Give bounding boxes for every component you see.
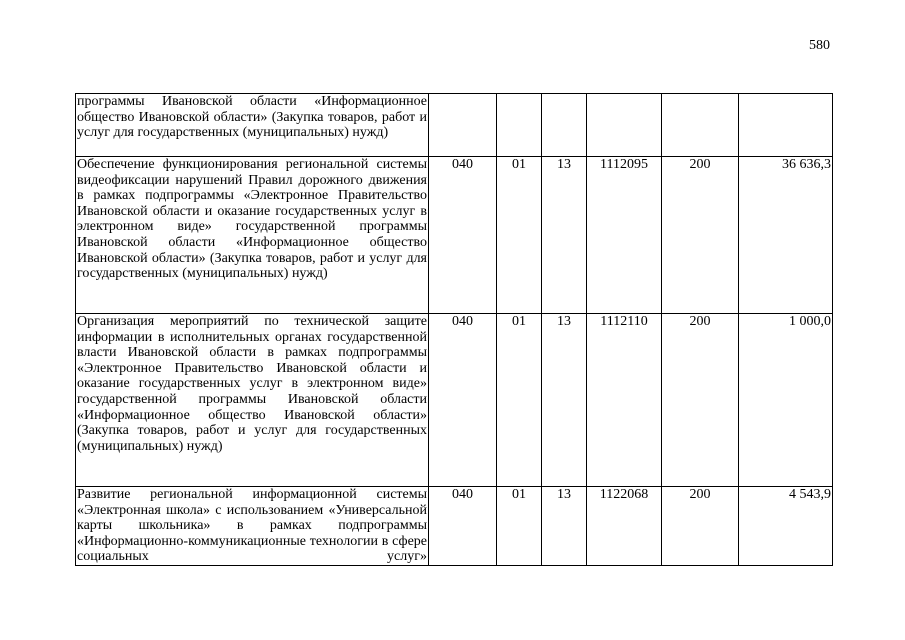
expense-type-code: 200 bbox=[662, 487, 739, 566]
table-row bbox=[76, 314, 833, 487]
section-code bbox=[497, 94, 542, 157]
subsection-code: 13 bbox=[542, 157, 587, 314]
row-description: Обеспечение функционирования региональной системы видеофиксации нарушений Правил дорожного движения в рамках подпрограммы «Электронное Правительство Ивановской области и оказание государственных услуг в электронном виде» государственной программы Ивановской области «Информационное общество Ивановской области» (Закупка товаров, работ и услуг для государственных (муниципальных) нужд) bbox=[76, 157, 429, 314]
amount-value: 4 543,9 bbox=[739, 487, 833, 566]
table-row bbox=[76, 157, 833, 314]
row-description: программы Ивановской области «Информационное общество Ивановской области» (Закупка товаров, работ и услуг для государственных (муниципальных) нужд) bbox=[76, 94, 429, 157]
target-article-code: 1112110 bbox=[587, 314, 662, 487]
section-code: 01 bbox=[497, 157, 542, 314]
expense-type-code bbox=[662, 94, 739, 157]
expense-type-code: 200 bbox=[662, 314, 739, 487]
section-code: 01 bbox=[497, 487, 542, 566]
table-row bbox=[76, 487, 833, 566]
target-article-code bbox=[587, 94, 662, 157]
subsection-code: 13 bbox=[542, 487, 587, 566]
amount-value bbox=[739, 94, 833, 157]
subsection-code: 13 bbox=[542, 314, 587, 487]
subsection-code bbox=[542, 94, 587, 157]
budget-table bbox=[75, 93, 833, 566]
page-number: 580 bbox=[809, 38, 830, 53]
ministry-code: 040 bbox=[429, 157, 497, 314]
expense-type-code: 200 bbox=[662, 157, 739, 314]
target-article-code: 1122068 bbox=[587, 487, 662, 566]
amount-value: 36 636,3 bbox=[739, 157, 833, 314]
ministry-code bbox=[429, 94, 497, 157]
ministry-code: 040 bbox=[429, 487, 497, 566]
section-code: 01 bbox=[497, 314, 542, 487]
table-row bbox=[76, 94, 833, 157]
row-description: Организация мероприятий по технической защите информации в исполнительных органах государственной власти Ивановской области в рамках подпрограммы «Электронное Правительство Ивановской области и оказание государственных услуг в электронном виде» государственной программы Ивановской области «Информационное общество Ивановской области» (Закупка товаров, работ и услуг для государственных (муниципальных) нужд) bbox=[76, 314, 429, 487]
target-article-code: 1112095 bbox=[587, 157, 662, 314]
amount-value: 1 000,0 bbox=[739, 314, 833, 487]
row-description: Развитие региональной информационной системы «Электронная школа» с использованием «Универсальной карты школьника» в рамках подпрограммы «Информационно-коммуникационные технологии в сфере социальных услуг» bbox=[77, 487, 427, 565]
ministry-code: 040 bbox=[429, 314, 497, 487]
